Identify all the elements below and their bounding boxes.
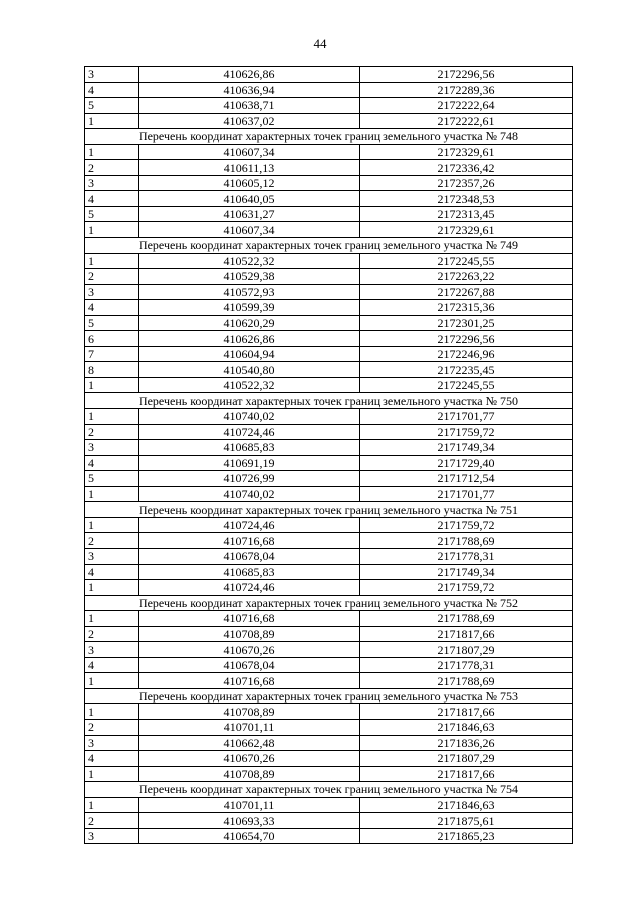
y-coordinate: 2172301,25 [360, 315, 573, 331]
x-coordinate: 410640,05 [139, 191, 360, 207]
x-coordinate: 410716,68 [139, 533, 360, 549]
x-coordinate: 410599,39 [139, 300, 360, 316]
y-coordinate: 2171701,77 [360, 486, 573, 502]
x-coordinate: 410724,46 [139, 517, 360, 533]
y-coordinate: 2171788,69 [360, 533, 573, 549]
y-coordinate: 2171846,63 [360, 719, 573, 735]
x-coordinate: 410605,12 [139, 175, 360, 191]
x-coordinate: 410654,70 [139, 828, 360, 844]
point-number: 3 [85, 642, 139, 658]
x-coordinate: 410685,83 [139, 440, 360, 456]
table-row [85, 797, 573, 813]
point-number: 4 [85, 751, 139, 767]
x-coordinate: 410726,99 [139, 471, 360, 487]
y-coordinate: 2172329,61 [360, 144, 573, 160]
point-number: 1 [85, 144, 139, 160]
table-row [85, 409, 573, 425]
point-number: 1 [85, 486, 139, 502]
y-coordinate: 2172357,26 [360, 175, 573, 191]
section-header-row [85, 238, 573, 254]
y-coordinate: 2172245,55 [360, 377, 573, 393]
y-coordinate: 2171846,63 [360, 797, 573, 813]
table-row [85, 269, 573, 285]
coordinates-table-body [85, 67, 573, 844]
y-coordinate: 2171865,23 [360, 828, 573, 844]
table-row [85, 751, 573, 767]
y-coordinate: 2171788,69 [360, 673, 573, 689]
section-header-row [85, 502, 573, 518]
x-coordinate: 410631,27 [139, 206, 360, 222]
y-coordinate: 2171817,66 [360, 766, 573, 782]
point-number: 7 [85, 346, 139, 362]
table-row [85, 548, 573, 564]
point-number: 2 [85, 424, 139, 440]
y-coordinate: 2171778,31 [360, 657, 573, 673]
table-row [85, 440, 573, 456]
x-coordinate: 410662,48 [139, 735, 360, 751]
point-number: 1 [85, 222, 139, 238]
x-coordinate: 410626,86 [139, 331, 360, 347]
point-number: 1 [85, 580, 139, 596]
point-number: 2 [85, 626, 139, 642]
x-coordinate: 410678,04 [139, 657, 360, 673]
y-coordinate: 2172348,53 [360, 191, 573, 207]
point-number: 4 [85, 564, 139, 580]
x-coordinate: 410708,89 [139, 704, 360, 720]
x-coordinate: 410701,11 [139, 797, 360, 813]
coordinates-table [84, 66, 573, 844]
x-coordinate: 410693,33 [139, 813, 360, 829]
table-row [85, 813, 573, 829]
point-number: 1 [85, 377, 139, 393]
table-row [85, 253, 573, 269]
point-number: 3 [85, 175, 139, 191]
x-coordinate: 410740,02 [139, 409, 360, 425]
point-number: 2 [85, 269, 139, 285]
point-number: 4 [85, 455, 139, 471]
x-coordinate: 410716,68 [139, 673, 360, 689]
x-coordinate: 410636,94 [139, 82, 360, 98]
y-coordinate: 2172263,22 [360, 269, 573, 285]
point-number: 8 [85, 362, 139, 378]
point-number: 1 [85, 797, 139, 813]
y-coordinate: 2172296,56 [360, 331, 573, 347]
point-number: 1 [85, 673, 139, 689]
table-row [85, 626, 573, 642]
y-coordinate: 2171836,26 [360, 735, 573, 751]
y-coordinate: 2171788,69 [360, 611, 573, 627]
point-number: 1 [85, 253, 139, 269]
table-row [85, 191, 573, 207]
x-coordinate: 410540,80 [139, 362, 360, 378]
y-coordinate: 2171759,72 [360, 580, 573, 596]
x-coordinate: 410607,34 [139, 222, 360, 238]
section-title: Перечень координат характерных точек границ земельного участка № 749 [85, 238, 573, 254]
point-number: 3 [85, 735, 139, 751]
point-number: 1 [85, 611, 139, 627]
x-coordinate: 410708,89 [139, 626, 360, 642]
table-row [85, 486, 573, 502]
section-header-row [85, 782, 573, 798]
table-row [85, 113, 573, 129]
y-coordinate: 2172222,61 [360, 113, 573, 129]
point-number: 3 [85, 440, 139, 456]
y-coordinate: 2171778,31 [360, 548, 573, 564]
y-coordinate: 2172329,61 [360, 222, 573, 238]
table-row [85, 377, 573, 393]
point-number: 2 [85, 160, 139, 176]
table-row [85, 300, 573, 316]
point-number: 1 [85, 704, 139, 720]
y-coordinate: 2171701,77 [360, 409, 573, 425]
point-number: 4 [85, 82, 139, 98]
x-coordinate: 410678,04 [139, 548, 360, 564]
table-row [85, 222, 573, 238]
x-coordinate: 410638,71 [139, 98, 360, 114]
table-row [85, 284, 573, 300]
point-number: 5 [85, 315, 139, 331]
table-row [85, 331, 573, 347]
point-number: 5 [85, 206, 139, 222]
table-row [85, 206, 573, 222]
table-row [85, 704, 573, 720]
section-title: Перечень координат характерных точек границ земельного участка № 751 [85, 502, 573, 518]
point-number: 2 [85, 719, 139, 735]
table-row [85, 455, 573, 471]
point-number: 4 [85, 191, 139, 207]
point-number: 5 [85, 98, 139, 114]
y-coordinate: 2171749,34 [360, 440, 573, 456]
x-coordinate: 410724,46 [139, 580, 360, 596]
y-coordinate: 2171875,61 [360, 813, 573, 829]
x-coordinate: 410708,89 [139, 766, 360, 782]
y-coordinate: 2172222,64 [360, 98, 573, 114]
y-coordinate: 2171729,40 [360, 455, 573, 471]
point-number: 6 [85, 331, 139, 347]
table-row [85, 144, 573, 160]
point-number: 2 [85, 813, 139, 829]
y-coordinate: 2171807,29 [360, 642, 573, 658]
y-coordinate: 2172313,45 [360, 206, 573, 222]
point-number: 3 [85, 548, 139, 564]
y-coordinate: 2172267,88 [360, 284, 573, 300]
y-coordinate: 2171759,72 [360, 424, 573, 440]
y-coordinate: 2171817,66 [360, 626, 573, 642]
y-coordinate: 2172296,56 [360, 67, 573, 83]
point-number: 5 [85, 471, 139, 487]
section-title: Перечень координат характерных точек границ земельного участка № 752 [85, 595, 573, 611]
x-coordinate: 410670,26 [139, 642, 360, 658]
x-coordinate: 410607,34 [139, 144, 360, 160]
x-coordinate: 410620,29 [139, 315, 360, 331]
y-coordinate: 2171749,34 [360, 564, 573, 580]
y-coordinate: 2172289,36 [360, 82, 573, 98]
point-number: 1 [85, 517, 139, 533]
section-header-row [85, 688, 573, 704]
table-row [85, 533, 573, 549]
table-row [85, 611, 573, 627]
page-number: 44 [313, 36, 327, 51]
table-row [85, 67, 573, 83]
y-coordinate: 2171807,29 [360, 751, 573, 767]
table-row [85, 346, 573, 362]
x-coordinate: 410604,94 [139, 346, 360, 362]
point-number: 3 [85, 828, 139, 844]
table-row [85, 766, 573, 782]
x-coordinate: 410611,13 [139, 160, 360, 176]
table-row [85, 175, 573, 191]
point-number: 1 [85, 766, 139, 782]
table-row [85, 160, 573, 176]
table-row [85, 362, 573, 378]
table-row [85, 471, 573, 487]
section-header-row [85, 595, 573, 611]
table-row [85, 424, 573, 440]
point-number: 1 [85, 113, 139, 129]
x-coordinate: 410529,38 [139, 269, 360, 285]
x-coordinate: 410522,32 [139, 377, 360, 393]
x-coordinate: 410572,93 [139, 284, 360, 300]
x-coordinate: 410626,86 [139, 67, 360, 83]
table-row [85, 98, 573, 114]
section-title: Перечень координат характерных точек границ земельного участка № 753 [85, 688, 573, 704]
table-row [85, 735, 573, 751]
table-row [85, 673, 573, 689]
y-coordinate: 2172235,45 [360, 362, 573, 378]
y-coordinate: 2172315,36 [360, 300, 573, 316]
x-coordinate: 410685,83 [139, 564, 360, 580]
section-title: Перечень координат характерных точек границ земельного участка № 754 [85, 782, 573, 798]
table-row [85, 517, 573, 533]
x-coordinate: 410522,32 [139, 253, 360, 269]
x-coordinate: 410740,02 [139, 486, 360, 502]
point-number: 4 [85, 300, 139, 316]
point-number: 3 [85, 67, 139, 83]
x-coordinate: 410691,19 [139, 455, 360, 471]
section-header-row [85, 129, 573, 145]
x-coordinate: 410670,26 [139, 751, 360, 767]
y-coordinate: 2172246,96 [360, 346, 573, 362]
x-coordinate: 410724,46 [139, 424, 360, 440]
y-coordinate: 2171759,72 [360, 517, 573, 533]
y-coordinate: 2172245,55 [360, 253, 573, 269]
x-coordinate: 410716,68 [139, 611, 360, 627]
y-coordinate: 2172336,42 [360, 160, 573, 176]
table-row [85, 642, 573, 658]
section-header-row [85, 393, 573, 409]
point-number: 4 [85, 657, 139, 673]
point-number: 2 [85, 533, 139, 549]
section-title: Перечень координат характерных точек границ земельного участка № 750 [85, 393, 573, 409]
table-row [85, 828, 573, 844]
table-row [85, 657, 573, 673]
table-row [85, 580, 573, 596]
section-title: Перечень координат характерных точек границ земельного участка № 748 [85, 129, 573, 145]
table-row [85, 315, 573, 331]
point-number: 3 [85, 284, 139, 300]
y-coordinate: 2171817,66 [360, 704, 573, 720]
table-row [85, 719, 573, 735]
y-coordinate: 2171712,54 [360, 471, 573, 487]
x-coordinate: 410701,11 [139, 719, 360, 735]
x-coordinate: 410637,02 [139, 113, 360, 129]
point-number: 1 [85, 409, 139, 425]
table-row [85, 564, 573, 580]
table-row [85, 82, 573, 98]
